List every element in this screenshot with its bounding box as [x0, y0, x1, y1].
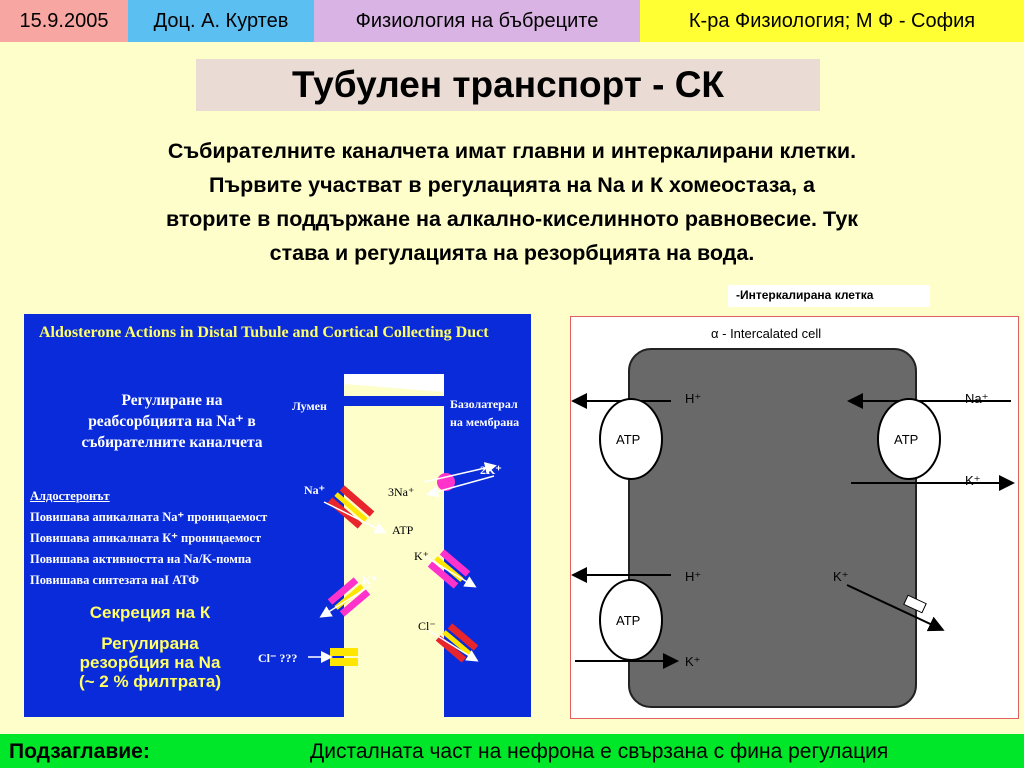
aldosterone-diagram: [24, 314, 531, 717]
basolateral-label: на мембрана: [450, 415, 520, 429]
na3-label: 3Na⁺: [388, 485, 415, 499]
regulation-line: реабсорбцията на Na⁺ в: [88, 413, 256, 430]
atp-label: ATP: [894, 432, 919, 447]
k-baso-label: K⁺: [965, 473, 981, 488]
intercalated-cell-diagram: [570, 316, 1019, 719]
aldosterone-line: Алдостеронът: [30, 489, 110, 503]
k-middle-label: K⁺: [833, 569, 849, 584]
main-text-line: става и регулацията на резорбцията на вода.: [269, 241, 755, 265]
main-text-line: Първите участват в регулацията на Na и К хомеостаза, а: [208, 173, 815, 197]
k-baso-label: K⁺: [414, 549, 429, 563]
regulation-line: Регулиране на: [121, 392, 223, 409]
tubule-cell-diagram: [24, 314, 531, 717]
intercalated-title: α - Intercalated cell: [711, 326, 822, 341]
regulation-line: събирателните каналчета: [81, 434, 263, 451]
cl-baso-label: Cl⁻: [418, 619, 436, 633]
intercalated-cell: [629, 349, 919, 707]
intercalated-cell-label: -Интеркалирана клетка: [728, 285, 930, 307]
secretion-k-text: Секреция на К: [89, 603, 211, 622]
atp-label: ATP: [392, 523, 414, 537]
aldosterone-diagram-title: Aldosterone Actions in Distal Tubule and Cortical Collecting Duct: [39, 324, 489, 341]
header-author: Доц. А. Куртев: [128, 0, 314, 42]
resorption-line: (~ 2 % филтрата): [78, 672, 222, 691]
subtitle-bar: [0, 734, 1024, 768]
cl-unknown-label: Cl⁻ ???: [258, 651, 298, 665]
header-date: 15.9.2005: [0, 0, 128, 42]
atp-label: ATP: [616, 613, 641, 628]
basolateral-label: Базолатерал: [450, 397, 518, 411]
aldosterone-line: Повишава активността на Na/K-помпа: [30, 552, 252, 566]
h-top-label: H⁺: [685, 391, 702, 406]
main-text-line: Събирателните каналчета имат главни и интеркалирани клетки.: [167, 139, 857, 163]
na-apical-label: Na⁺: [304, 483, 325, 497]
resorption-line: Регулирана: [101, 634, 199, 653]
k2-label: 2K⁺: [480, 463, 502, 477]
k-bottom-label: K⁺: [685, 654, 701, 669]
atp-label: ATP: [616, 432, 641, 447]
lumen-label: Лумен: [292, 399, 327, 413]
aldosterone-line: Повишава синтезата нaI АТФ: [30, 573, 199, 587]
h-bottom-label: H⁺: [685, 569, 702, 584]
slide-title: Тубулен транспорт - СК: [196, 59, 820, 111]
header-department: К-ра Физиология; М Ф - София: [640, 0, 1024, 42]
aldosterone-line: Повишава апикалната К⁺ проницаемост: [30, 531, 262, 545]
tight-junction: [344, 396, 444, 406]
main-text: [40, 134, 984, 270]
aldosterone-line: Повишава апикалната Na⁺ проницаемост: [30, 510, 268, 524]
header-topic: Физиология на бъбреците: [314, 0, 640, 42]
main-text-line: вторите в поддържане на алкално-киселинното равновесие. Тук: [165, 207, 859, 231]
k-apical-label: K⁺: [362, 573, 378, 587]
na-label: Na⁺: [965, 391, 989, 406]
subtitle-text: Дисталната част на нефрона е свързана с фина регулация: [310, 740, 889, 763]
resorption-line: резорбция на Na: [79, 653, 221, 672]
intercalated-cell-svg: [571, 317, 1018, 718]
subtitle-label: Подзаглавие:: [9, 740, 150, 763]
tubule-cell: [344, 374, 444, 717]
